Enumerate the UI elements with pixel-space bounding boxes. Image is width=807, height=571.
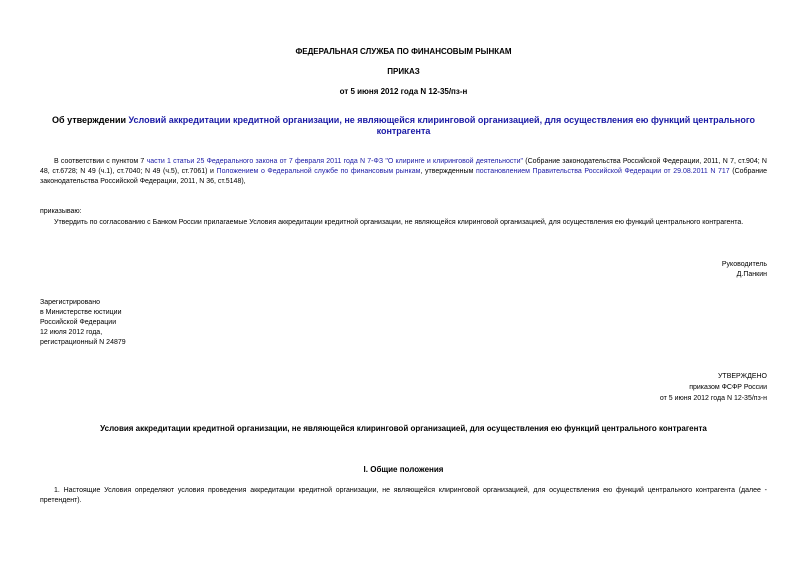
regulation-link[interactable]: Положением о Федеральной службе по финансовым рынкам — [216, 168, 421, 175]
approved-by-order: приказом ФСФР России — [689, 384, 767, 391]
signature-name: Д.Панкин — [736, 271, 767, 278]
registration-block — [40, 298, 126, 348]
order-word: приказываю: — [40, 208, 82, 215]
approved-date: от 5 июня 2012 года N 12-35/пз-н — [659, 395, 767, 402]
title-link[interactable]: Условий аккредитации кредитной организации, не являющейся клиринговой организацией, для осуществления ею функций центрального контрагента — [128, 115, 755, 136]
registration-line: 12 июля 2012 года, — [40, 329, 103, 336]
approved-label: УТВЕРЖДЕНО — [717, 373, 767, 380]
preamble-text-3: , утвержденным — [420, 168, 476, 175]
registration-line: Российской Федерации — [40, 319, 117, 326]
document-type: ПРИКАЗ — [387, 67, 420, 76]
conditions-title: Условия аккредитации кредитной организации, не являющейся клиринговой организацией, для осуществления ею функций центрального контрагента — [100, 424, 707, 433]
registration-line: в Министерстве юстиции — [40, 309, 122, 316]
signature-position: Руководитель — [721, 261, 767, 268]
government-decree-link[interactable]: постановлением Правительства Российской Федерации от 29.08.2011 N 717 — [475, 168, 730, 175]
document-title — [50, 115, 757, 137]
section-heading: I. Общие положения — [363, 465, 444, 474]
preamble-paragraph — [40, 157, 767, 187]
title-prefix: Об утверждении — [52, 115, 129, 125]
preamble-text-2: (Собрание законодательства Российской Федерации, 2011, N 7, ст.904; N 48, ст.6728; N 49 (ч.1), ст.7040; N 49 (ч.5), ст.7061) и — [40, 158, 767, 175]
preamble-text-1: В соответствии с пунктом 7 — [54, 158, 147, 165]
agency-name: ФЕДЕРАЛЬНАЯ СЛУЖБА ПО ФИНАНСОВЫМ РЫНКАМ — [295, 47, 512, 56]
law-link[interactable]: части 1 статьи 25 Федерального закона от 7 февраля 2011 года N 7-ФЗ "О клиринге и клиринговой деятельности" — [146, 158, 523, 165]
approve-paragraph: Утвердить по согласованию с Банком России прилагаемые Условия аккредитации кредитной организации, не являющейся клиринговой организацией, для осуществления ею функций центрального контрагента. — [54, 219, 744, 226]
registration-line: регистрационный N 24879 — [40, 339, 126, 346]
conditions-paragraph-1: 1. Настоящие Условия определяют условия проведения аккредитации кредитной организации, не являющейся клиринговой организацией, для осуществления ею функций центрального контрагента (далее - претендент). — [40, 487, 767, 504]
registration-line: Зарегистрировано — [40, 299, 100, 306]
document-date: от 5 июня 2012 года N 12-35/пз-н — [339, 87, 468, 96]
preamble-text-4: (Собрание законодательства Российской Федерации, 2011, N 36, ст.5148), — [40, 168, 767, 185]
